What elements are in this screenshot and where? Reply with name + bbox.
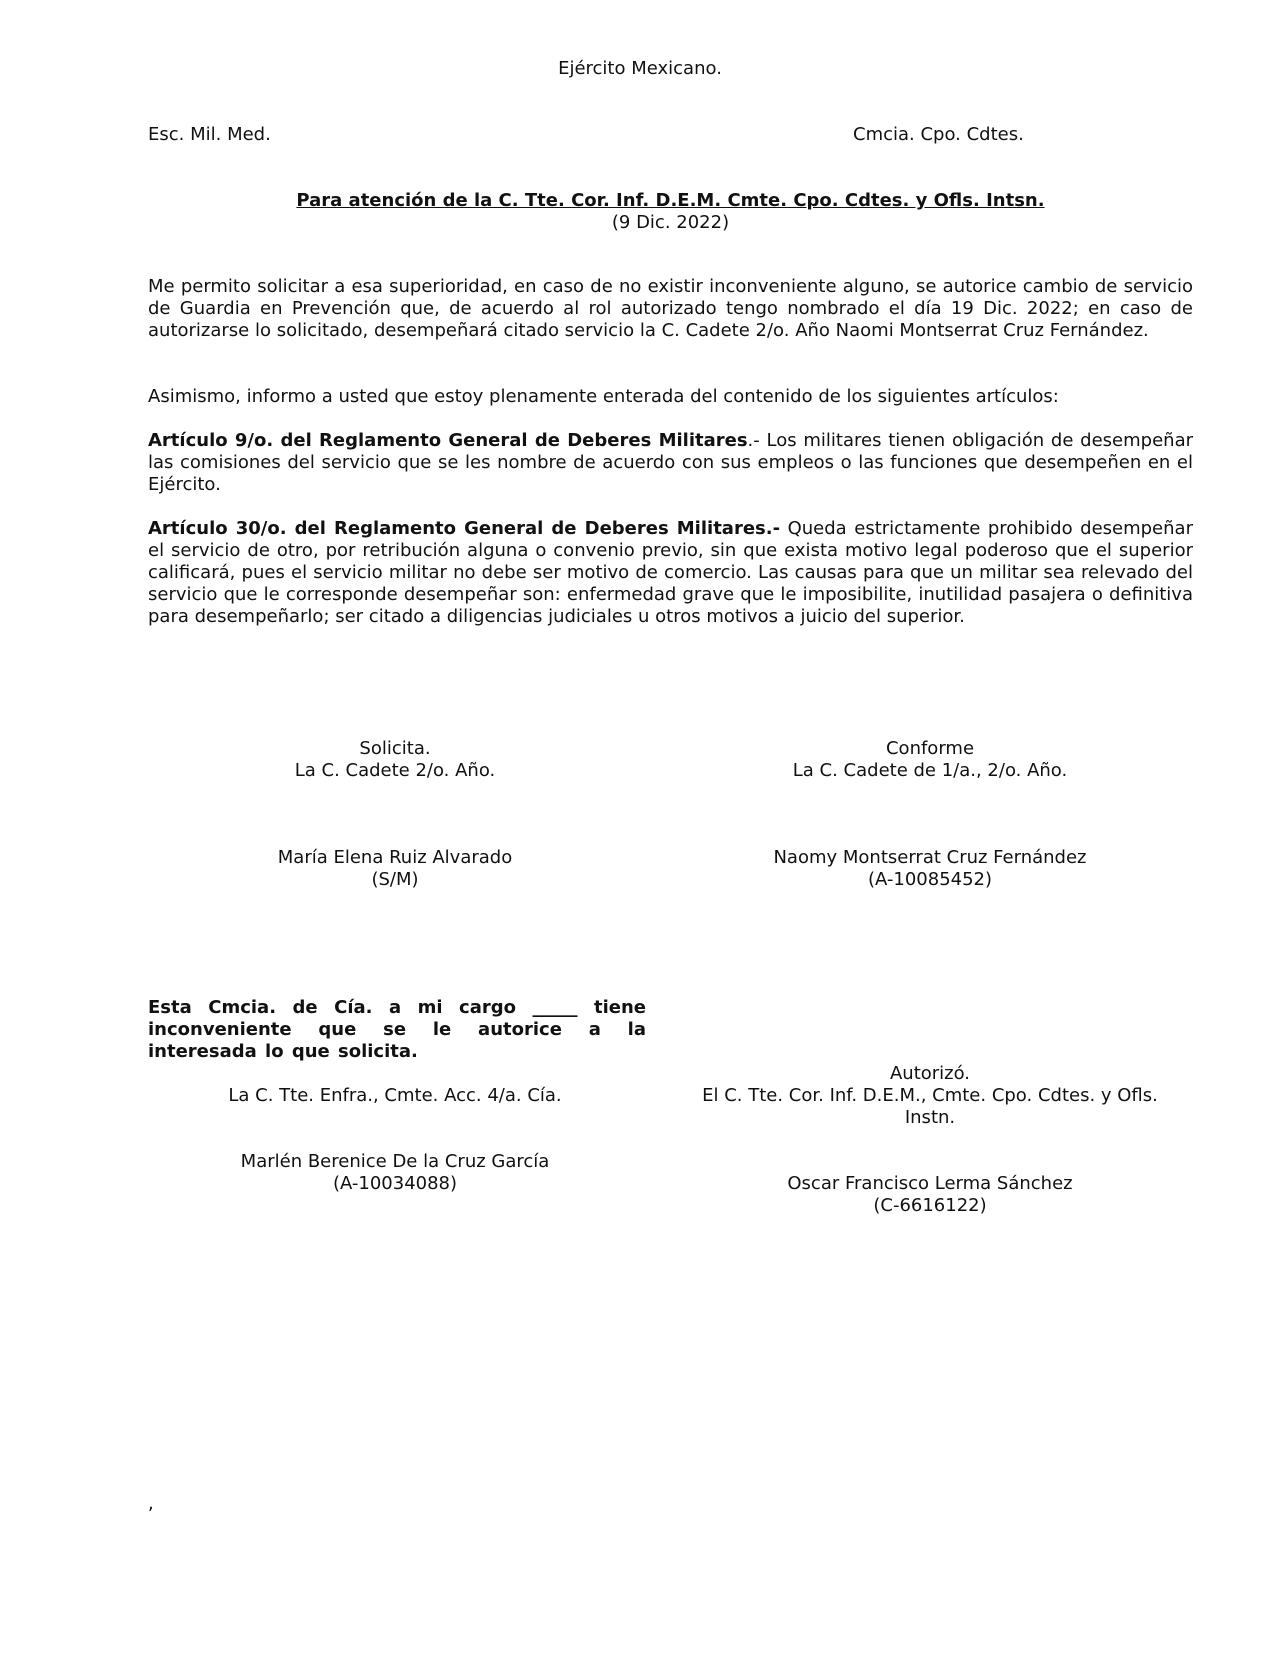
- conforme-name: Naomy Montserrat Cruz Fernández: [773, 847, 1087, 868]
- signature-commander-name: [195, 1151, 595, 1195]
- addressee-title: Para atención de la C. Tte. Cor. Inf. D.E.M. Cmte. Cpo. Cdtes. y Ofls. Intsn.: [296, 190, 1045, 211]
- article-30-paragraph: [148, 518, 1193, 628]
- conforme-label: Conforme: [885, 738, 975, 759]
- document-date: (9 Dic. 2022): [611, 212, 730, 233]
- solicita-name: María Elena Ruiz Alvarado: [277, 847, 513, 868]
- autorizo-label: Autorizó.: [889, 1063, 971, 1084]
- article-30-title: Artículo 30/o. del Reglamento General de Deberes Militares.-: [148, 518, 781, 539]
- article-9-title: Artículo 9/o. del Reglamento General de Deberes Militares: [148, 430, 748, 451]
- conforme-role: La C. Cadete de 1/a., 2/o. Año.: [792, 760, 1068, 781]
- acknowledgement-paragraph: Asimismo, informo a usted que estoy plenamente enterada del contenido de los siguientes artículos:: [148, 386, 1059, 407]
- article-30-text: Queda estrictamente prohibido desempeñar el servicio de otro, por retribución alguna o convenio previo, sin que exista motivo legal poderoso que el superior calificará, pues el servicio militar no debe ser motivo de comercio. Las causas para que un militar sea relevado del servicio que le corresponde desempeñar son: enfermedad grave que le imposibilite, inutilidad pasajera o definitiva para desempeñarlo; ser citado a diligencias judiciales u otros motivos a juicio del superior.: [148, 518, 1193, 627]
- autorizo-id: (C-6616122): [873, 1195, 987, 1216]
- solicita-role: La C. Cadete 2/o. Año.: [294, 760, 496, 781]
- commander-role: La C. Tte. Enfra., Cmte. Acc. 4/a. Cía.: [228, 1085, 562, 1106]
- autorizo-role: El C. Tte. Cor. Inf. D.E.M., Cmte. Cpo. Cdtes. y Ofls. Instn.: [702, 1085, 1158, 1128]
- signature-solicita-name: [195, 847, 595, 891]
- footer-mark: ,: [148, 1493, 154, 1514]
- left-unit: Esc. Mil. Med.: [148, 124, 271, 145]
- signature-conforme-name: [720, 847, 1140, 891]
- signature-solicita: [195, 738, 595, 782]
- commander-name: Marlén Berenice De la Cruz García: [240, 1151, 550, 1172]
- signature-autorizo-name: [680, 1173, 1180, 1217]
- solicita-id: (S/M): [371, 869, 419, 890]
- request-paragraph: Me permito solicitar a esa superioridad, en caso de no existir inconveniente alguno, se autorice cambio de servicio de Guardia en Prevención que, de acuerdo al rol autorizado tengo nombrado el día 19 Dic. 2022; en caso de autorizarse lo solicitado, desempeñará citado servicio la C. Cadete 2/o. Año Naomi Montserrat Cruz Fernández.: [148, 276, 1193, 341]
- right-unit: Cmcia. Cpo. Cdtes.: [853, 124, 1024, 145]
- article-9-text: .- Los militares tienen obligación de desempeñar las comisiones del servicio que se les nombre de acuerdo con sus empleos o las funciones que desempeñen en el Ejército.: [148, 430, 1194, 495]
- commander-id: (A-10034088): [332, 1173, 458, 1194]
- solicita-label: Solicita.: [359, 738, 431, 759]
- conforme-id: (A-10085452): [867, 869, 993, 890]
- signature-autorizo: [680, 1063, 1180, 1129]
- autorizo-name: Oscar Francisco Lerma Sánchez: [787, 1173, 1073, 1194]
- article-9-paragraph: [148, 430, 1193, 496]
- commander-statement: Esta Cmcia. de Cía. a mi cargo _____ tiene inconveniente que se le autorice a la interesada lo que solicita.: [148, 997, 646, 1062]
- signature-conforme: [720, 738, 1140, 782]
- organization-header: Ejército Mexicano.: [558, 58, 722, 79]
